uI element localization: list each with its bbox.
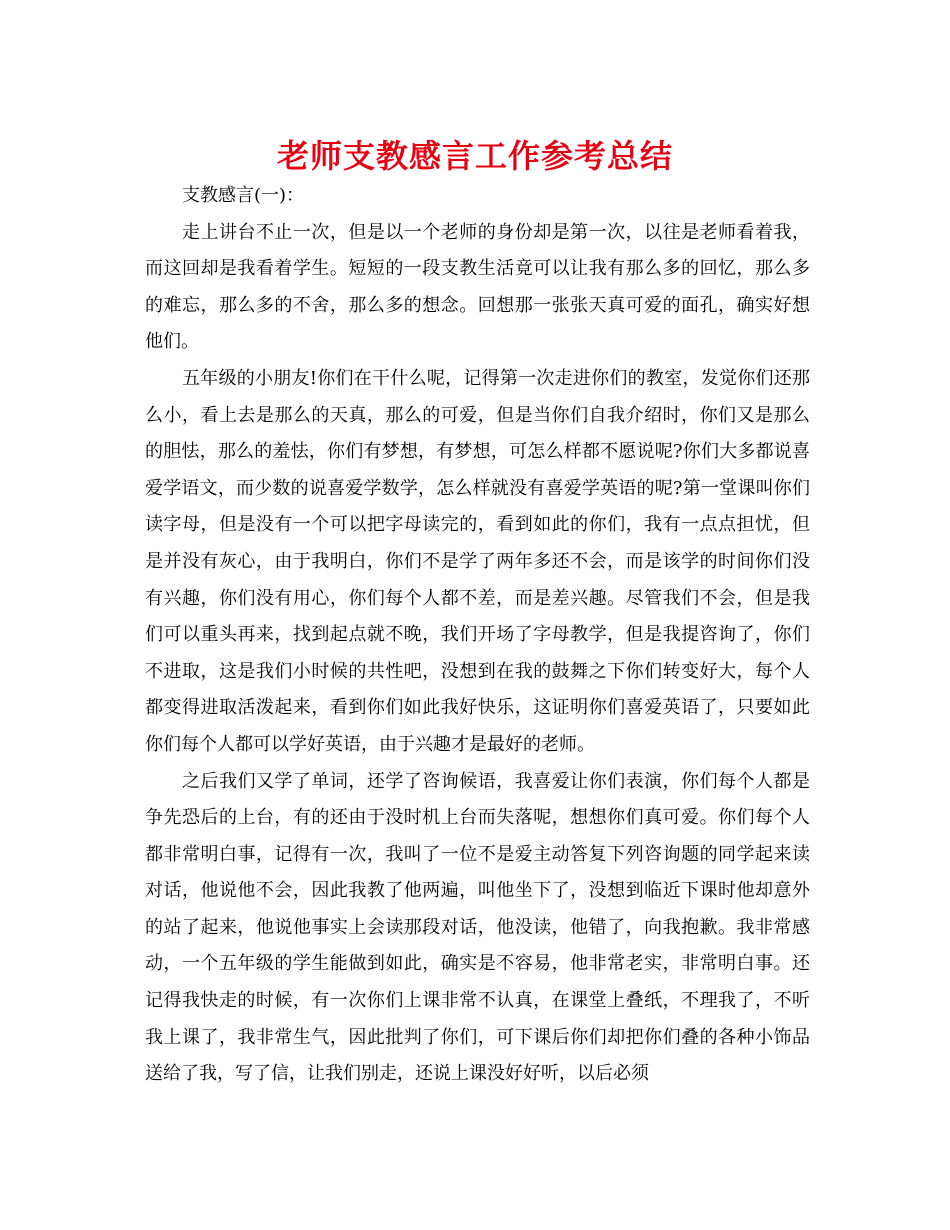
document-body: [145, 178, 810, 1093]
paragraph: 走上讲台不止一次，但是以一个老师的身份却是第一次，以往是老师看着我，而这回却是我看着学生。短短的一段支教生活竟可以让我有那么多的回忆，那么多的难忘，那么多的不舍，那么多的想念。回想那一张张天真可爱的面孔，确实好想他们。: [145, 221, 810, 353]
section-label: 支教感言(一)：: [182, 185, 305, 206]
paragraph: 五年级的小朋友!你们在干什么呢，记得第一次走进你们的教室，发觉你们还那么小，看上去是那么的天真，那么的可爱，但是当你们自我介绍时，你们又是那么的胆怯，那么的羞怯，你们有梦想，有梦想，可怎么样都不愿说呢?你们大多都说喜爱学语文，而少数的说喜爱学数学，怎么样就没有喜爱学英语的呢?第一堂课叫你们读字母，但是没有一个可以把字母读完的，看到如此的你们，我有一点点担忧，但是并没有灰心，由于我明白，你们不是学了两年多还不会，而是该学的时间你们没有兴趣，你们没有用心，你们每个人都不差，而是差兴趣。尽管我们不会，但是我们可以重头再来，找到起点就不晚，我们开场了字母教学，但是我提咨询了，你们不进取，这是我们小时候的共性吧，没想到在我的鼓舞之下你们转变好大，每个人都变得进取活泼起来，看到你们如此我好快乐，这证明你们喜爱英语了，只要如此你们每个人都可以学好英语，由于兴趣才是最好的老师。: [145, 367, 810, 755]
paragraph: 之后我们又学了单词，还学了咨询候语，我喜爱让你们表演，你们每个人都是争先恐后的上台，有的还由于没时机上台而失落呢，想想你们真可爱。你们每个人都非常明白事，记得有一次，我叫了一位不是爱主动答复下列咨询题的同学起来读对话，他说他不会，因此我教了他两遍，叫他坐下了，没想到临近下课时他却意外的站了起来，他说他事实上会读那段对话，他没读，他错了，向我抱歉。我非常感动，一个五年级的学生能做到如此，确实是不容易，他非常老实，非常明白事。还记得我快走的时候，有一次你们上课非常不认真，在课堂上叠纸，不理我了，不听我上课了，我非常生气，因此批判了你们，可下课后你们却把你们叠的各种小饰品送给了我，写了信，让我们别走，还说上课没好好听，以后必须: [145, 770, 810, 1085]
document-title: 老师支教感言工作参考总结: [276, 137, 673, 175]
